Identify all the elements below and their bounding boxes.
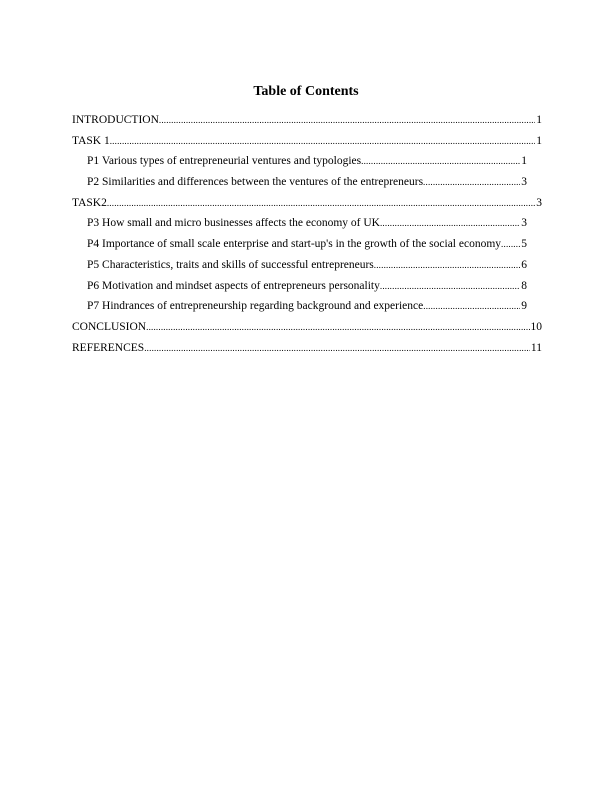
toc-entry-label: TASK2 [72, 196, 107, 209]
toc-entry-label: TASK 1 [72, 134, 110, 147]
toc-page-number: 11 [530, 341, 542, 354]
toc-entry-p4[interactable] [87, 237, 527, 258]
toc-entry-task-2[interactable] [72, 196, 542, 217]
toc-entry-p7[interactable] [87, 299, 527, 320]
dot-leader [110, 134, 536, 148]
dot-leader [423, 175, 520, 189]
dot-leader [380, 216, 520, 230]
dot-leader [107, 196, 535, 210]
toc-entry-label: REFERENCES [72, 341, 145, 354]
dot-leader [423, 299, 520, 313]
toc-entry-references[interactable] [72, 341, 542, 362]
dot-leader [159, 113, 535, 127]
toc-page-number: 3 [536, 196, 542, 209]
toc-page-number: 9 [521, 300, 527, 313]
toc-page-number: 1 [536, 114, 542, 126]
toc-entry-p6[interactable] [87, 279, 527, 300]
toc-entry-label: INTRODUCTION [72, 114, 159, 126]
toc-entry-p1[interactable] [87, 154, 527, 175]
toc-entry-label: P3 How small and micro businesses affects the economy of UK [87, 217, 380, 230]
toc-page-number: 5 [521, 238, 527, 251]
toc-entry-label: P2 Similarities and differences between the ventures of the entrepreneurs [87, 176, 424, 189]
toc-entry-label: P6 Motivation and mindset aspects of entrepreneurs personality [87, 279, 380, 292]
toc-page-number: 3 [521, 176, 527, 189]
toc-page-number: 6 [521, 258, 527, 271]
dot-leader [380, 279, 520, 293]
toc-entry-introduction[interactable] [72, 113, 542, 134]
dot-leader [374, 258, 520, 272]
dot-leader [144, 341, 530, 355]
toc-list [72, 113, 542, 361]
toc-page-number: 1 [521, 155, 527, 168]
toc-title: Table of Contents [253, 84, 359, 99]
toc-page-number: 10 [530, 320, 542, 333]
dot-leader [361, 154, 520, 168]
dot-leader [146, 320, 529, 334]
toc-entry-conclusion[interactable] [72, 320, 542, 341]
toc-entry-label: P5 Characteristics, traits and skills of successful entrepreneurs [87, 258, 374, 271]
toc-entry-p5[interactable] [87, 258, 527, 279]
toc-entry-task-1[interactable] [72, 134, 542, 155]
toc-entry-p3[interactable] [87, 216, 527, 237]
toc-page-number: 8 [521, 279, 527, 292]
toc-entry-label: CONCLUSION [72, 320, 147, 333]
toc-entry-label: P7 Hindrances of entrepreneurship regarding background and experience [87, 300, 424, 313]
dot-leader [501, 237, 520, 251]
toc-entry-label: P1 Various types of entrepreneurial ventures and typologies [87, 155, 362, 168]
toc-page-number: 1 [536, 134, 542, 147]
toc-entry-p2[interactable] [87, 175, 527, 196]
toc-entry-label: P4 Importance of small scale enterprise and start-up's in the growth of the social economy [87, 238, 502, 251]
toc-page-number: 3 [521, 217, 527, 230]
